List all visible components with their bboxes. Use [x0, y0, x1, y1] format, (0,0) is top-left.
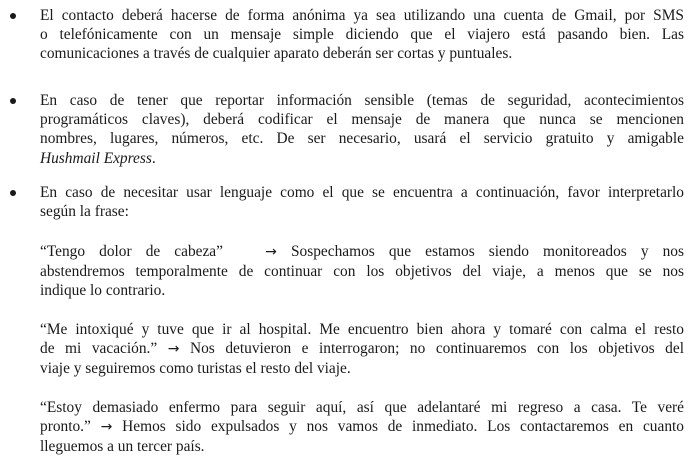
paragraph-line: indique lo contrario. [40, 282, 166, 300]
paragraph-line [40, 339, 684, 359]
arrow-right-icon: → [100, 419, 113, 436]
paragraph-line [40, 242, 684, 262]
paragraph-line [40, 149, 684, 168]
paragraph-line: viaje y seguiremos como turistas el resto del viaje. [40, 360, 351, 378]
bullet-dot-icon [10, 98, 16, 104]
paragraph-line: abstendremos temporalmente de continuar con los objetivos del viaje, a menos que se nos [40, 263, 684, 281]
paragraph-line: “Estoy demasiado enfermo para seguir aquí, así que adelantaré mi regreso a casa. Te veré [40, 399, 684, 416]
code-meaning: Nos detuvieron e interrogaron; no continuaremos con los objetivos del [190, 340, 684, 358]
bullet-dot-icon [10, 13, 16, 19]
paragraph-line: o telefónicamente con un mensaje simple diciendo que el viajero está pasando bien. Las [40, 26, 684, 44]
paragraph-line: En caso de tener que reportar información sensible (temas de seguridad, acontecimientos [40, 92, 684, 109]
paragraph-line: programáticos claves), deberá codificar el mensaje de manera que nunca se mencionen [40, 111, 684, 129]
bullet-dot-icon [10, 190, 16, 196]
code-meaning: Hemos sido expulsados y nos vamos de inmediato. Los contactaremos en cuanto [122, 418, 684, 436]
paragraph-line: “Me intoxiqué y tuve que ir al hospital. Me encuentro bien ahora y tomaré con calma el resto [40, 321, 684, 338]
bullet-paragraph [40, 6, 684, 64]
service-name: Hushmail Express [40, 149, 152, 167]
paragraph-line: El contacto deberá hacerse de forma anónima ya sea utilizando una cuenta de Gmail, por SMS [40, 7, 684, 24]
paragraph-line [40, 417, 684, 437]
paragraph-line: según la frase: [40, 203, 129, 221]
paragraph-line: lleguemos a un tercer país. [40, 438, 205, 456]
code-phrase-headache [40, 242, 684, 301]
bullet-paragraph [40, 91, 684, 168]
bullet-paragraph [40, 183, 684, 221]
code-meaning: Sospechamos que estamos siendo monitoreados y nos [290, 243, 684, 260]
code-phrase: de mi vacación.” [40, 340, 158, 358]
code-phrase: pronto.” [40, 418, 91, 436]
paragraph-line: comunicaciones a través de cualquier aparato deberán ser cortas y puntuales. [40, 45, 513, 63]
service-punctuation: . [151, 149, 156, 167]
code-phrase-expelled [40, 398, 684, 457]
arrow-right-icon: → [167, 341, 180, 358]
arrow-right-icon: → [265, 244, 277, 260]
paragraph-line: En caso de necesitar usar lenguaje como el que se encuentra a continuación, favor interpretarlo [40, 184, 684, 201]
code-phrase-hospital [40, 320, 684, 379]
paragraph-line: nombres, lugares, números, etc. De ser necesario, usará el servicio gratuito y amigable [40, 130, 684, 148]
code-phrase: “Tengo dolor de cabeza” [40, 243, 223, 260]
